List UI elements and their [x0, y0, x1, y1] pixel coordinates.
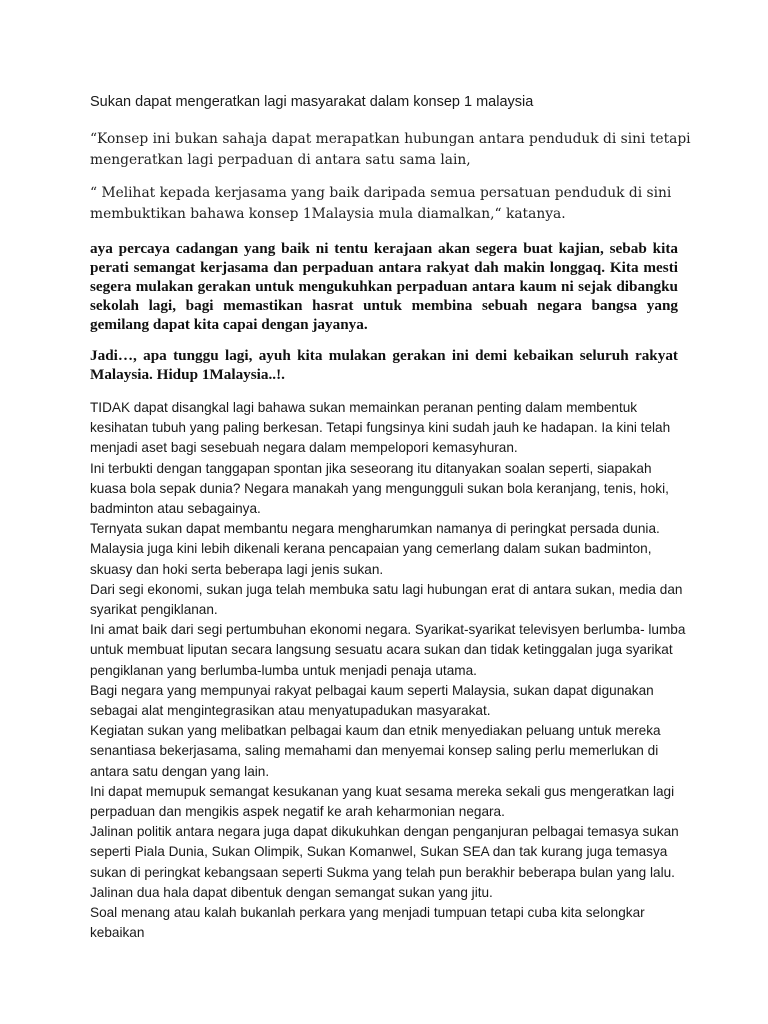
body-paragraph: TIDAK dapat disangkal lagi bahawa sukan memainkan peranan penting dalam membentuk kesihatan tubuh yang paling berkesan. Tetapi fungsinya kini sudah jauh ke hadapan. Ia kini telah menjadi aset bagi sesebuah negara dalam mempelopori kemasyhuran.	[90, 400, 671, 456]
body-paragraph: Ini amat baik dari segi pertumbuhan ekonomi negara. Syarikat-syarikat televisyen berlumba- lumba untuk membuat liputan secara langsung sesuatu acara sukan dan tidak ketinggalan juga syarikat pengiklanan yang berlumba-lumba untuk menjadi penaja utama.	[90, 622, 686, 678]
body-paragraph: Kegiatan sukan yang melibatkan pelbagai kaum dan etnik menyediakan peluang untuk mereka senantiasa bekerjasama, saling memahami dan menyemai konsep saling perlu memerlukan di antara satu dengan yang lain.	[90, 723, 661, 779]
body-paragraph: Dari segi ekonomi, sukan juga telah membuka satu lagi hubungan erat di antara sukan, media dan syarikat pengiklanan.	[90, 581, 683, 618]
body-paragraph: Bagi negara yang mempunyai rakyat pelbagai kaum seperti Malaysia, sukan dapat digunakan sebagai alat mengintegrasikan atau menyatupadukan masyarakat.	[90, 682, 654, 719]
bold-paragraph: aya percaya cadangan yang baik ni tentu kerajaan akan segera buat kajian, sebab kita perati semangat kerjasama dan perpaduan antara rakyat dah makin longgaq. Kita mesti segera mulakan gerakan untuk mengukuhkan perpaduan antara kaum ni sejak dibangku sekolah lagi, bagi memastikan hasrat untuk membina sebuah negara bangsa yang gemilang dapat kita capai dengan jayanya.	[90, 240, 678, 333]
body-paragraph: Ternyata sukan dapat membantu negara mengharumkan namanya di peringkat persada dunia. Malaysia juga kini lebih dikenali kerana pencapaian yang cemerlang dalam sukan badminton, skuasy dan hoki serta beberapa lagi jenis sukan.	[90, 521, 660, 577]
bold-paragraph: Jadi…, apa tunggu lagi, ayuh kita mulakan gerakan ini demi kebaikan seluruh rakyat Malaysia. Hidup 1Malaysia..!.	[90, 347, 678, 383]
quote-paragraph: “ Melihat kepada kerjasama yang baik daripada semua persatuan penduduk di sini membuktikan bahawa konsep 1Malaysia mula diamalkan,“ katanya.	[90, 185, 672, 222]
body-paragraph: Ini terbukti dengan tanggapan spontan jika seseorang itu ditanyakan soalan seperti, siapakah kuasa bola sepak dunia? Negara manakah yang mengungguli sukan bola keranjang, tenis, hoki, badminton atau sebagainya.	[90, 460, 669, 517]
document-title: Sukan dapat mengeratkan lagi masyarakat dalam konsep 1 malaysia	[90, 94, 534, 110]
quote-paragraph: “Konsep ini bukan sahaja dapat merapatkan hubungan antara penduduk di sini tetapi mengeratkan lagi perpaduan di antara satu sama lain,	[90, 131, 691, 168]
body-paragraph: Jalinan politik antara negara juga dapat dikukuhkan dengan penganjuran pelbagai temasya sukan seperti Piala Dunia, Sukan Olimpik, Sukan Komanwel, Sukan SEA dan tak kurang juga temasya sukan di peringkat kebangsaan seperti Sukma yang telah pun berakhir beberapa bulan yang lalu. Jalinan dua hala dapat dibentuk dengan semangat sukan yang jitu.	[90, 824, 679, 900]
article-body	[90, 398, 690, 943]
body-paragraph: Soal menang atau kalah bukanlah perkara yang menjadi tumpuan tetapi cuba kita selongkar kebaikan	[90, 905, 645, 941]
body-paragraph: Ini dapat memupuk semangat kesukanan yang kuat sesama mereka sekali gus mengeratkan lagi perpaduan dan mengikis aspek negatif ke arah keharmonian negara.	[90, 783, 675, 820]
